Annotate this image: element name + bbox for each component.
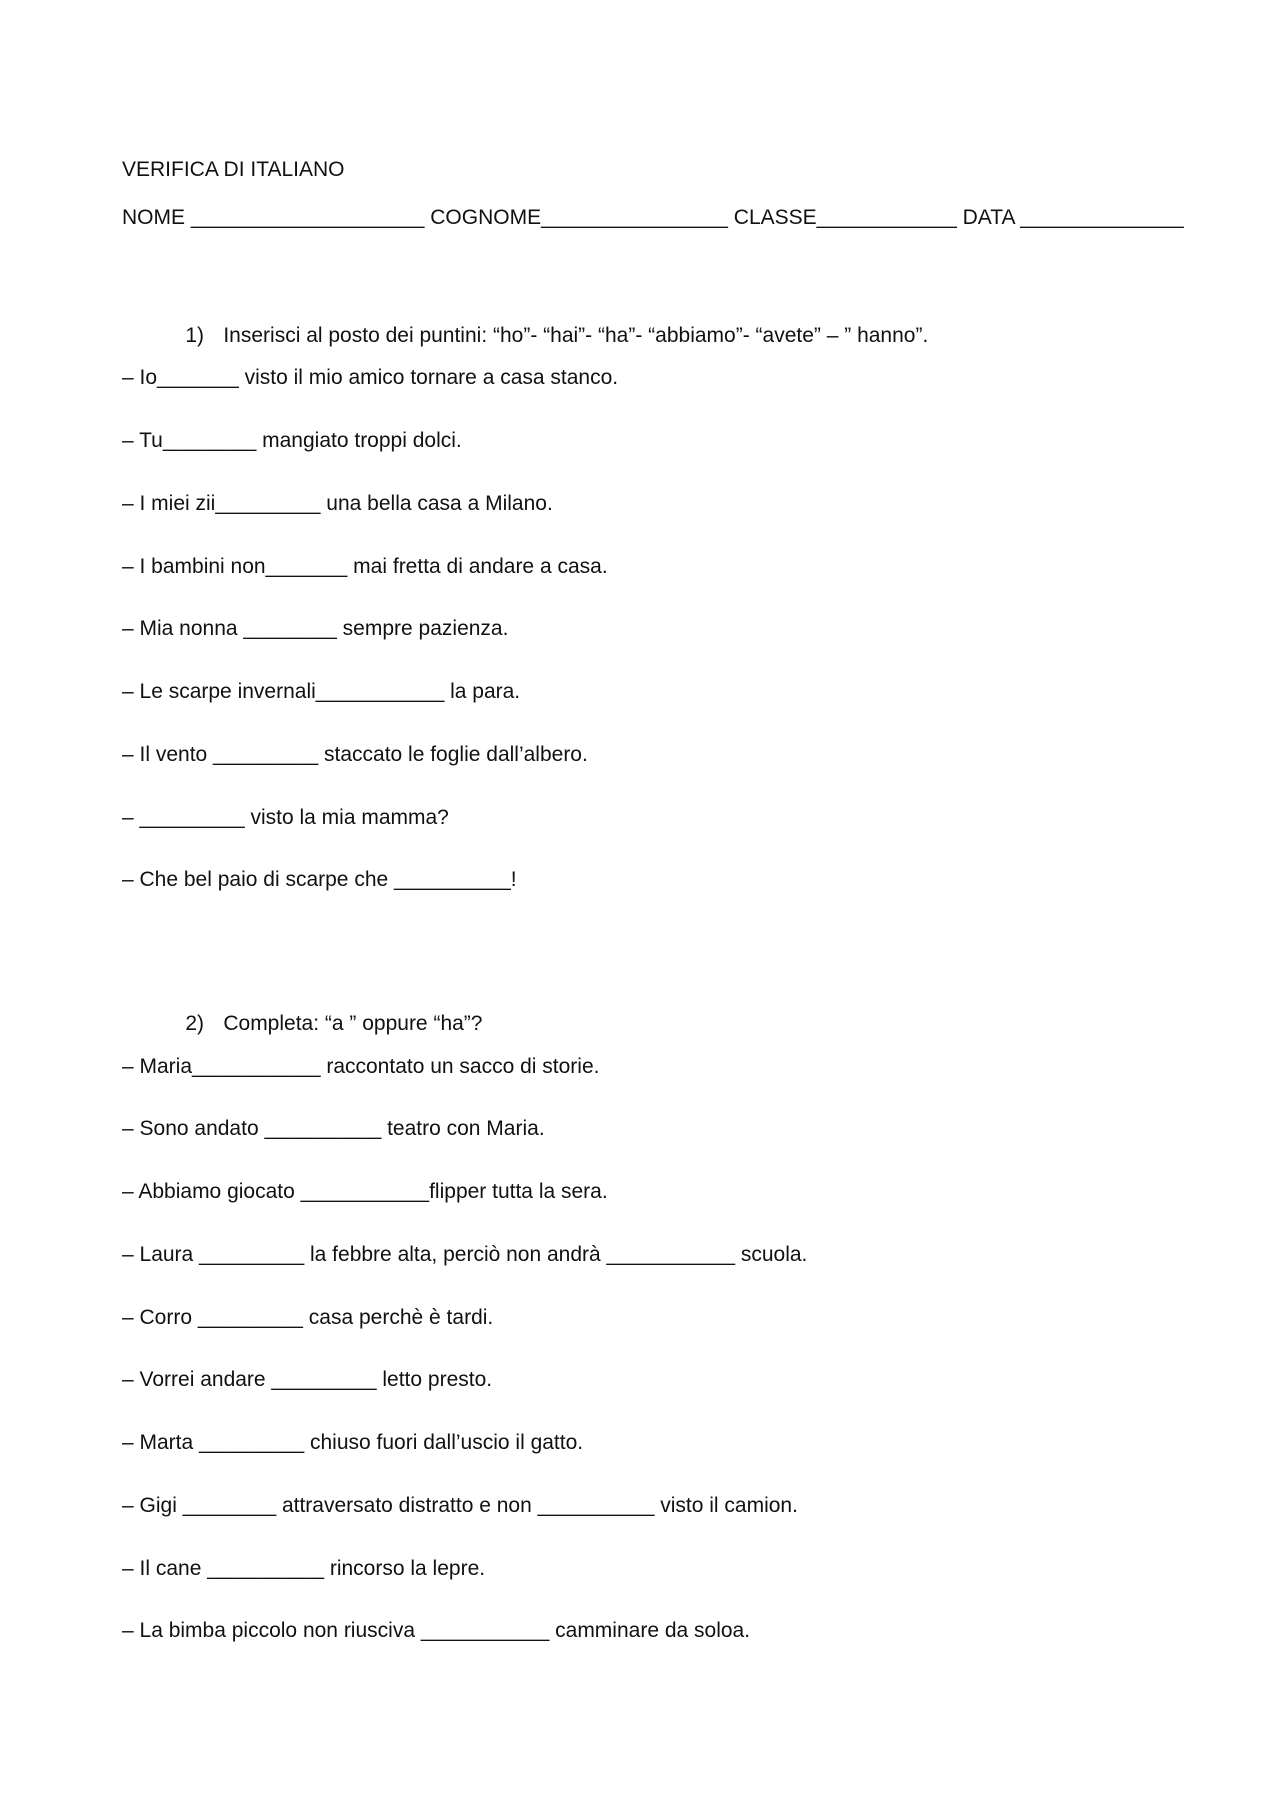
exercise-2-item: – La bimba piccolo non riusciva ___________ camminare da soloa. (122, 1619, 751, 1642)
section-2-heading (162, 992, 482, 1055)
exercise-2-item: – Marta _________ chiuso fuori dall’uscio il gatto. (122, 1431, 584, 1454)
exercise-1-item: – I bambini non_______ mai fretta di andare a casa. (122, 555, 608, 578)
worksheet-title: VERIFICA DI ITALIANO (122, 158, 345, 181)
exercise-1-item: – Il vento _________ staccato le foglie dall’albero. (122, 743, 588, 766)
exercise-2-item: – Vorrei andare _________ letto presto. (122, 1368, 493, 1391)
section-1-instruction: Inserisci al posto dei puntini: “ho”- “hai”- “ha”- “abbiamo”- “avete” – ” hanno”. (223, 324, 929, 347)
section-1-heading (162, 304, 928, 367)
student-info-fields: NOME ____________________ COGNOME________________ CLASSE____________ DATA ______________ (122, 206, 1184, 229)
section-2-number: 2) (185, 1012, 205, 1035)
exercise-1-item: – I miei zii_________ una bella casa a Milano. (122, 492, 553, 515)
exercise-1-item: – Che bel paio di scarpe che __________! (122, 868, 517, 891)
exercise-1-item: – Mia nonna ________ sempre pazienza. (122, 617, 509, 640)
exercise-2-item: – Abbiamo giocato ___________flipper tutta la sera. (122, 1180, 608, 1203)
exercise-2-item: – Maria___________ raccontato un sacco di storie. (122, 1055, 600, 1078)
exercise-2-item: – Sono andato __________ teatro con Maria. (122, 1117, 545, 1140)
exercise-2-item: – Laura _________ la febbre alta, perciò non andrà ___________ scuola. (122, 1243, 808, 1266)
exercise-2-item: – Corro _________ casa perchè è tardi. (122, 1306, 494, 1329)
section-1-number: 1) (185, 324, 205, 347)
section-2-instruction: Completa: “a ” oppure “ha”? (223, 1012, 483, 1035)
exercise-1-item: – Tu________ mangiato troppi dolci. (122, 429, 462, 452)
exercise-1-item: – _________ visto la mia mamma? (122, 806, 449, 829)
exercise-1-item: – Le scarpe invernali___________ la para. (122, 680, 521, 703)
exercise-2-item: – Gigi ________ attraversato distratto e non __________ visto il camion. (122, 1494, 798, 1517)
exercise-2-item: – Il cane __________ rincorso la lepre. (122, 1557, 486, 1580)
exercise-1-item: – Io_______ visto il mio amico tornare a casa stanco. (122, 366, 619, 389)
